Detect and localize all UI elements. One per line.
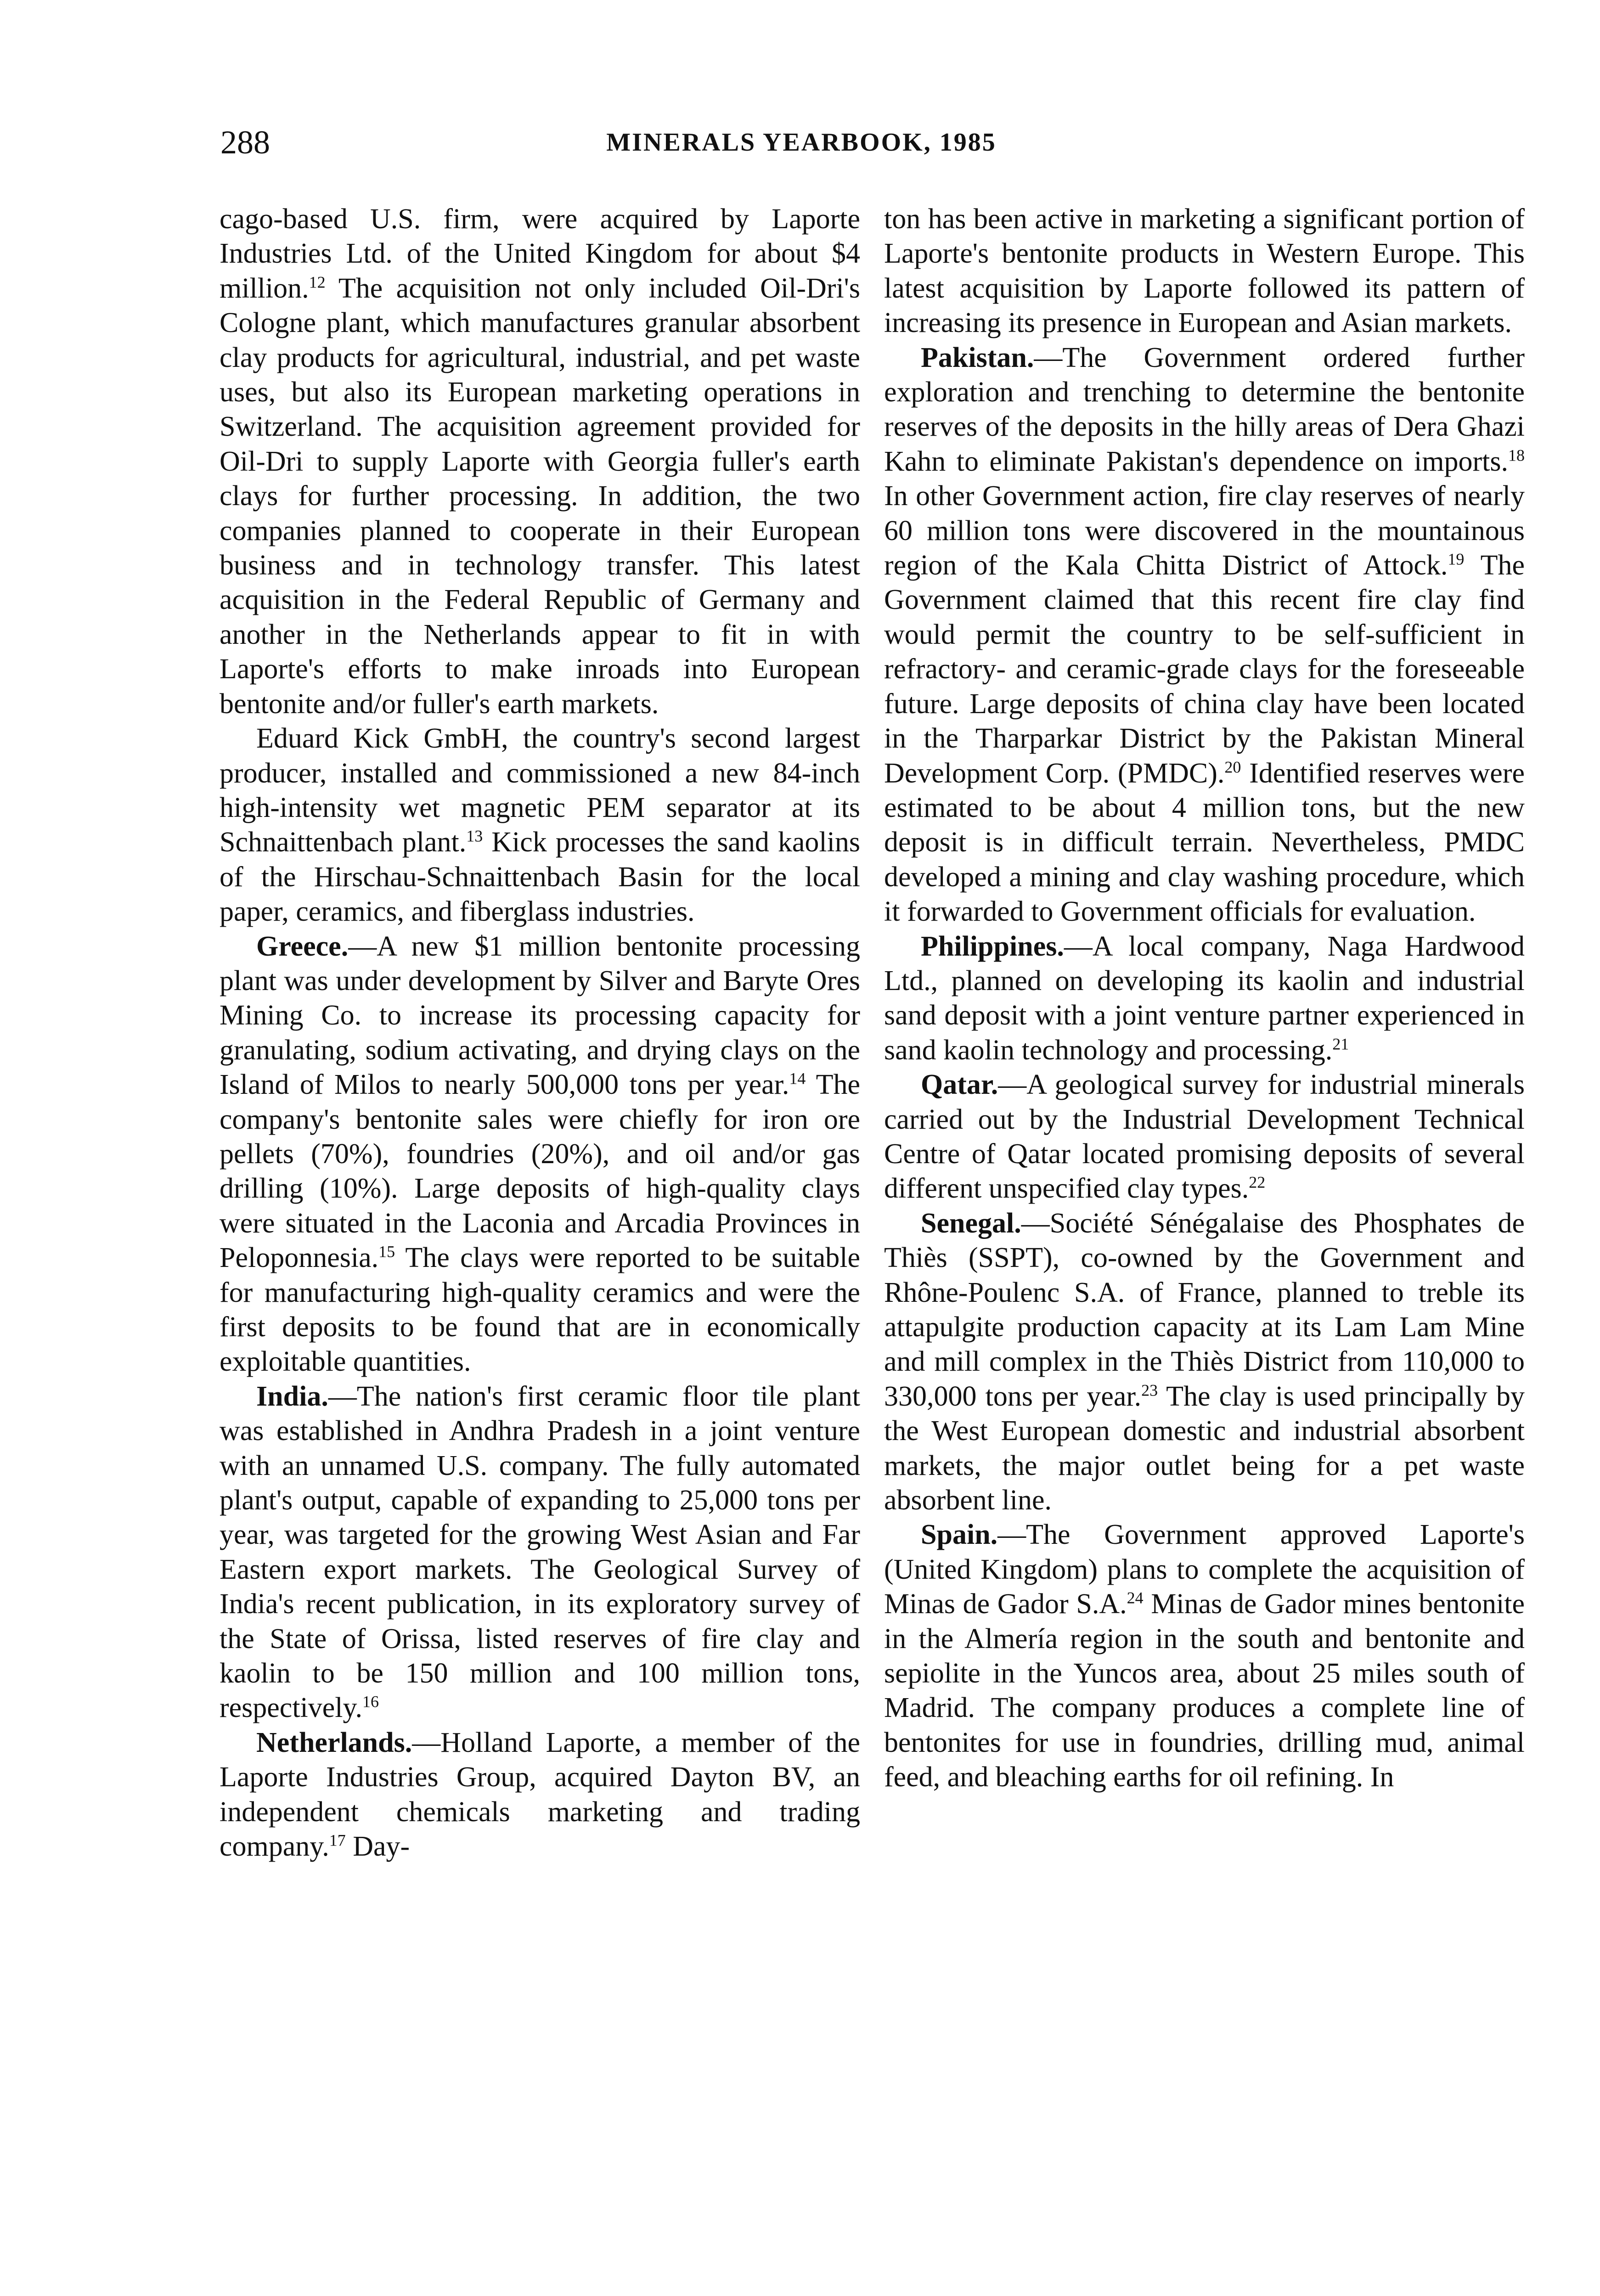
- footnote-ref: 17: [329, 1831, 346, 1850]
- country-heading-qatar: Qatar.: [921, 1069, 998, 1101]
- country-heading-philippines: Philippines.: [921, 930, 1064, 962]
- page-header: [220, 124, 1382, 161]
- footnote-ref: 12: [309, 273, 326, 292]
- paragraph-netherlands-continued: [884, 202, 1525, 341]
- country-heading-pakistan: Pakistan.: [921, 342, 1034, 373]
- footnote-ref: 14: [789, 1069, 806, 1088]
- footnote-ref: 19: [1448, 550, 1465, 568]
- paragraph-text: ton has been active in marketing a significant portion of Laporte's bentonite products in Western Europe. This latest acquisition by Laporte followed its pattern of increasing its presence in European and Asian markets.: [884, 203, 1525, 339]
- paragraph-text: —Holland Laporte, a member of the Laporte Industries Group, acquired Dayton BV, an independent chemicals marketing and trading company.: [220, 1727, 860, 1863]
- paragraph-text: The Government claimed that this recent fire clay find would permit the country to be self-sufficient in refractory- and ceramic-grade clays for the foreseeable future. Large deposits of china clay have been located in the Tharparkar District by the Pakistan Mineral Development Corp. (PMDC).: [884, 550, 1525, 789]
- paragraph-text: —The Government ordered further exploration and trenching to determine the bentonite reserves of the deposits in the hilly areas of Dera Ghazi Kahn to eliminate Pakistan's dependence on imports.: [884, 342, 1525, 477]
- paragraph-text: Identified reserves were estimated to be about 4 million tons, but the new deposit is in difficult terrain. Nevertheless, PMDC developed a mining and clay washing procedure, which it forwarded to Government officials for evaluation.: [884, 757, 1525, 928]
- left-column: [220, 202, 860, 2296]
- country-heading-senegal: Senegal.: [921, 1207, 1021, 1239]
- paragraph-text: —The nation's first ceramic floor tile plant was established in Andhra Pradesh in a joint venture with an unnamed U.S. company. The fully automated plant's output, capable of expanding to 25,000 tons per year, was targeted for the growing West Asian and Far Eastern export markets. The Geological Survey of India's recent publication, in its exploratory survey of the State of Orissa, listed reserves of fire clay and kaolin to be 150 million and 100 million tons, respectively.: [220, 1380, 860, 1724]
- footnote-ref: 18: [1508, 446, 1525, 465]
- paragraph-eduard-kick: [220, 721, 860, 929]
- paragraph-germany-continued: [220, 202, 860, 721]
- country-heading-spain: Spain.: [921, 1519, 998, 1551]
- paragraph-text: —A local company, Naga Hardwood Ltd., planned on developing its kaolin and industrial sand deposit with a joint venture partner experienced in sand kaolin technology and processing.: [884, 930, 1525, 1066]
- paragraph-spain: [884, 1518, 1525, 1795]
- country-heading-netherlands: Netherlands.: [256, 1727, 412, 1758]
- paragraph-text: cago-based U.S. firm, were acquired by Laporte Industries Ltd. of the United Kingdom for about $4 million.: [220, 203, 860, 304]
- paragraph-text: —A new $1 million bentonite processing plant was under development by Silver and Baryte Ores Mining Co. to increase its processing capacity for granulating, sodium activating, and drying clays on the Island of Milos to nearly 500,000 tons per year.: [220, 930, 860, 1101]
- paragraph-greece: [220, 929, 860, 1379]
- paragraph-text: Kick processes the sand kaolins of the Hirschau-Schnaittenbach Basin for the local paper, ceramics, and fiberglass industries.: [220, 827, 860, 928]
- footnote-ref: 16: [362, 1692, 379, 1711]
- footnote-ref: 20: [1224, 757, 1241, 776]
- paragraph-text: Minas de Gador mines bentonite in the Almería region in the south and bentonite and sepiolite in the Yuncos area, about 25 miles south of Madrid. The company produces a complete line of bentonites for use in foundries, drilling mud, animal feed, and bleaching earths for oil refining. In: [884, 1588, 1525, 1793]
- paragraph-pakistan: [884, 341, 1525, 929]
- paragraph-text: The acquisition not only included Oil-Dri's Cologne plant, which manufactures granular absorbent clay products for agricultural, industrial, and pet waste uses, but also its European marketing operations in Switzerland. The acquisition agreement provided for Oil-Dri to supply Laporte with Georgia fuller's earth clays for further processing. In addition, the two companies planned to cooperate in their European business and in technology transfer. This latest acquisition in the Federal Republic of Germany and another in the Netherlands appear to fit in with Laporte's efforts to make inroads into European bentonite and/or fuller's earth markets.: [220, 272, 860, 720]
- paragraph-text: In other Government action, fire clay reserves of nearly 60 million tons were discovered in the mountainous region of the Kala Chitta District of Attock.: [884, 480, 1525, 581]
- footnote-ref: 21: [1332, 1035, 1349, 1053]
- country-heading-greece: Greece.: [256, 930, 349, 962]
- paragraph-text: —Société Sénégalaise des Phosphates de Thiès (SSPT), co-owned by the Government and Rhône-Poulenc S.A. of France, planned to treble its attapulgite production capacity at its Lam Lam Mine and mill complex in the Thiès District from 110,000 to 330,000 tons per year.: [884, 1207, 1525, 1412]
- footnote-ref: 15: [378, 1242, 395, 1261]
- paragraph-netherlands: [220, 1726, 860, 1864]
- paragraph-qatar: [884, 1068, 1525, 1206]
- paragraph-text: The clays were reported to be suitable for manufacturing high-quality ceramics and were the first deposits to be found that are in economically exploitable quantities.: [220, 1242, 860, 1378]
- paragraph-senegal: [884, 1206, 1525, 1518]
- footnote-ref: 13: [466, 827, 483, 845]
- right-column: [884, 202, 1525, 2296]
- paragraph-text: Day-: [345, 1831, 410, 1863]
- country-heading-india: India.: [256, 1380, 328, 1412]
- paragraph-india: [220, 1379, 860, 1726]
- footnote-ref: 22: [1249, 1173, 1266, 1192]
- paragraph-text: Eduard Kick GmbH, the country's second largest producer, installed and commissioned a new 84-inch high-intensity wet magnetic PEM separator at its Schnaittenbach plant.: [220, 723, 860, 858]
- paragraph-philippines: [884, 929, 1525, 1068]
- footnote-ref: 24: [1127, 1588, 1144, 1607]
- paragraph-text: The company's bentonite sales were chiefly for iron ore pellets (70%), foundries (20%), and oil and/or gas drilling (10%). Large deposits of high-quality clays were situated in the Laconia and Arcadia Provinces in Peloponnesia.: [220, 1069, 860, 1274]
- footnote-ref: 23: [1141, 1381, 1158, 1400]
- running-title: MINERALS YEARBOOK, 1985: [606, 128, 997, 157]
- page-number: 288: [220, 124, 270, 161]
- paragraph-text: —A geological survey for industrial minerals carried out by the Industrial Development Technical Centre of Qatar located promising deposits of several different unspecified clay types.: [884, 1069, 1525, 1204]
- paragraph-text: —The Government approved Laporte's (United Kingdom) plans to complete the acquisition of Minas de Gador S.A.: [884, 1519, 1525, 1620]
- paragraph-text: The clay is used principally by the West European domestic and industrial absorbent markets, the major outlet being for a pet waste absorbent line.: [884, 1380, 1525, 1516]
